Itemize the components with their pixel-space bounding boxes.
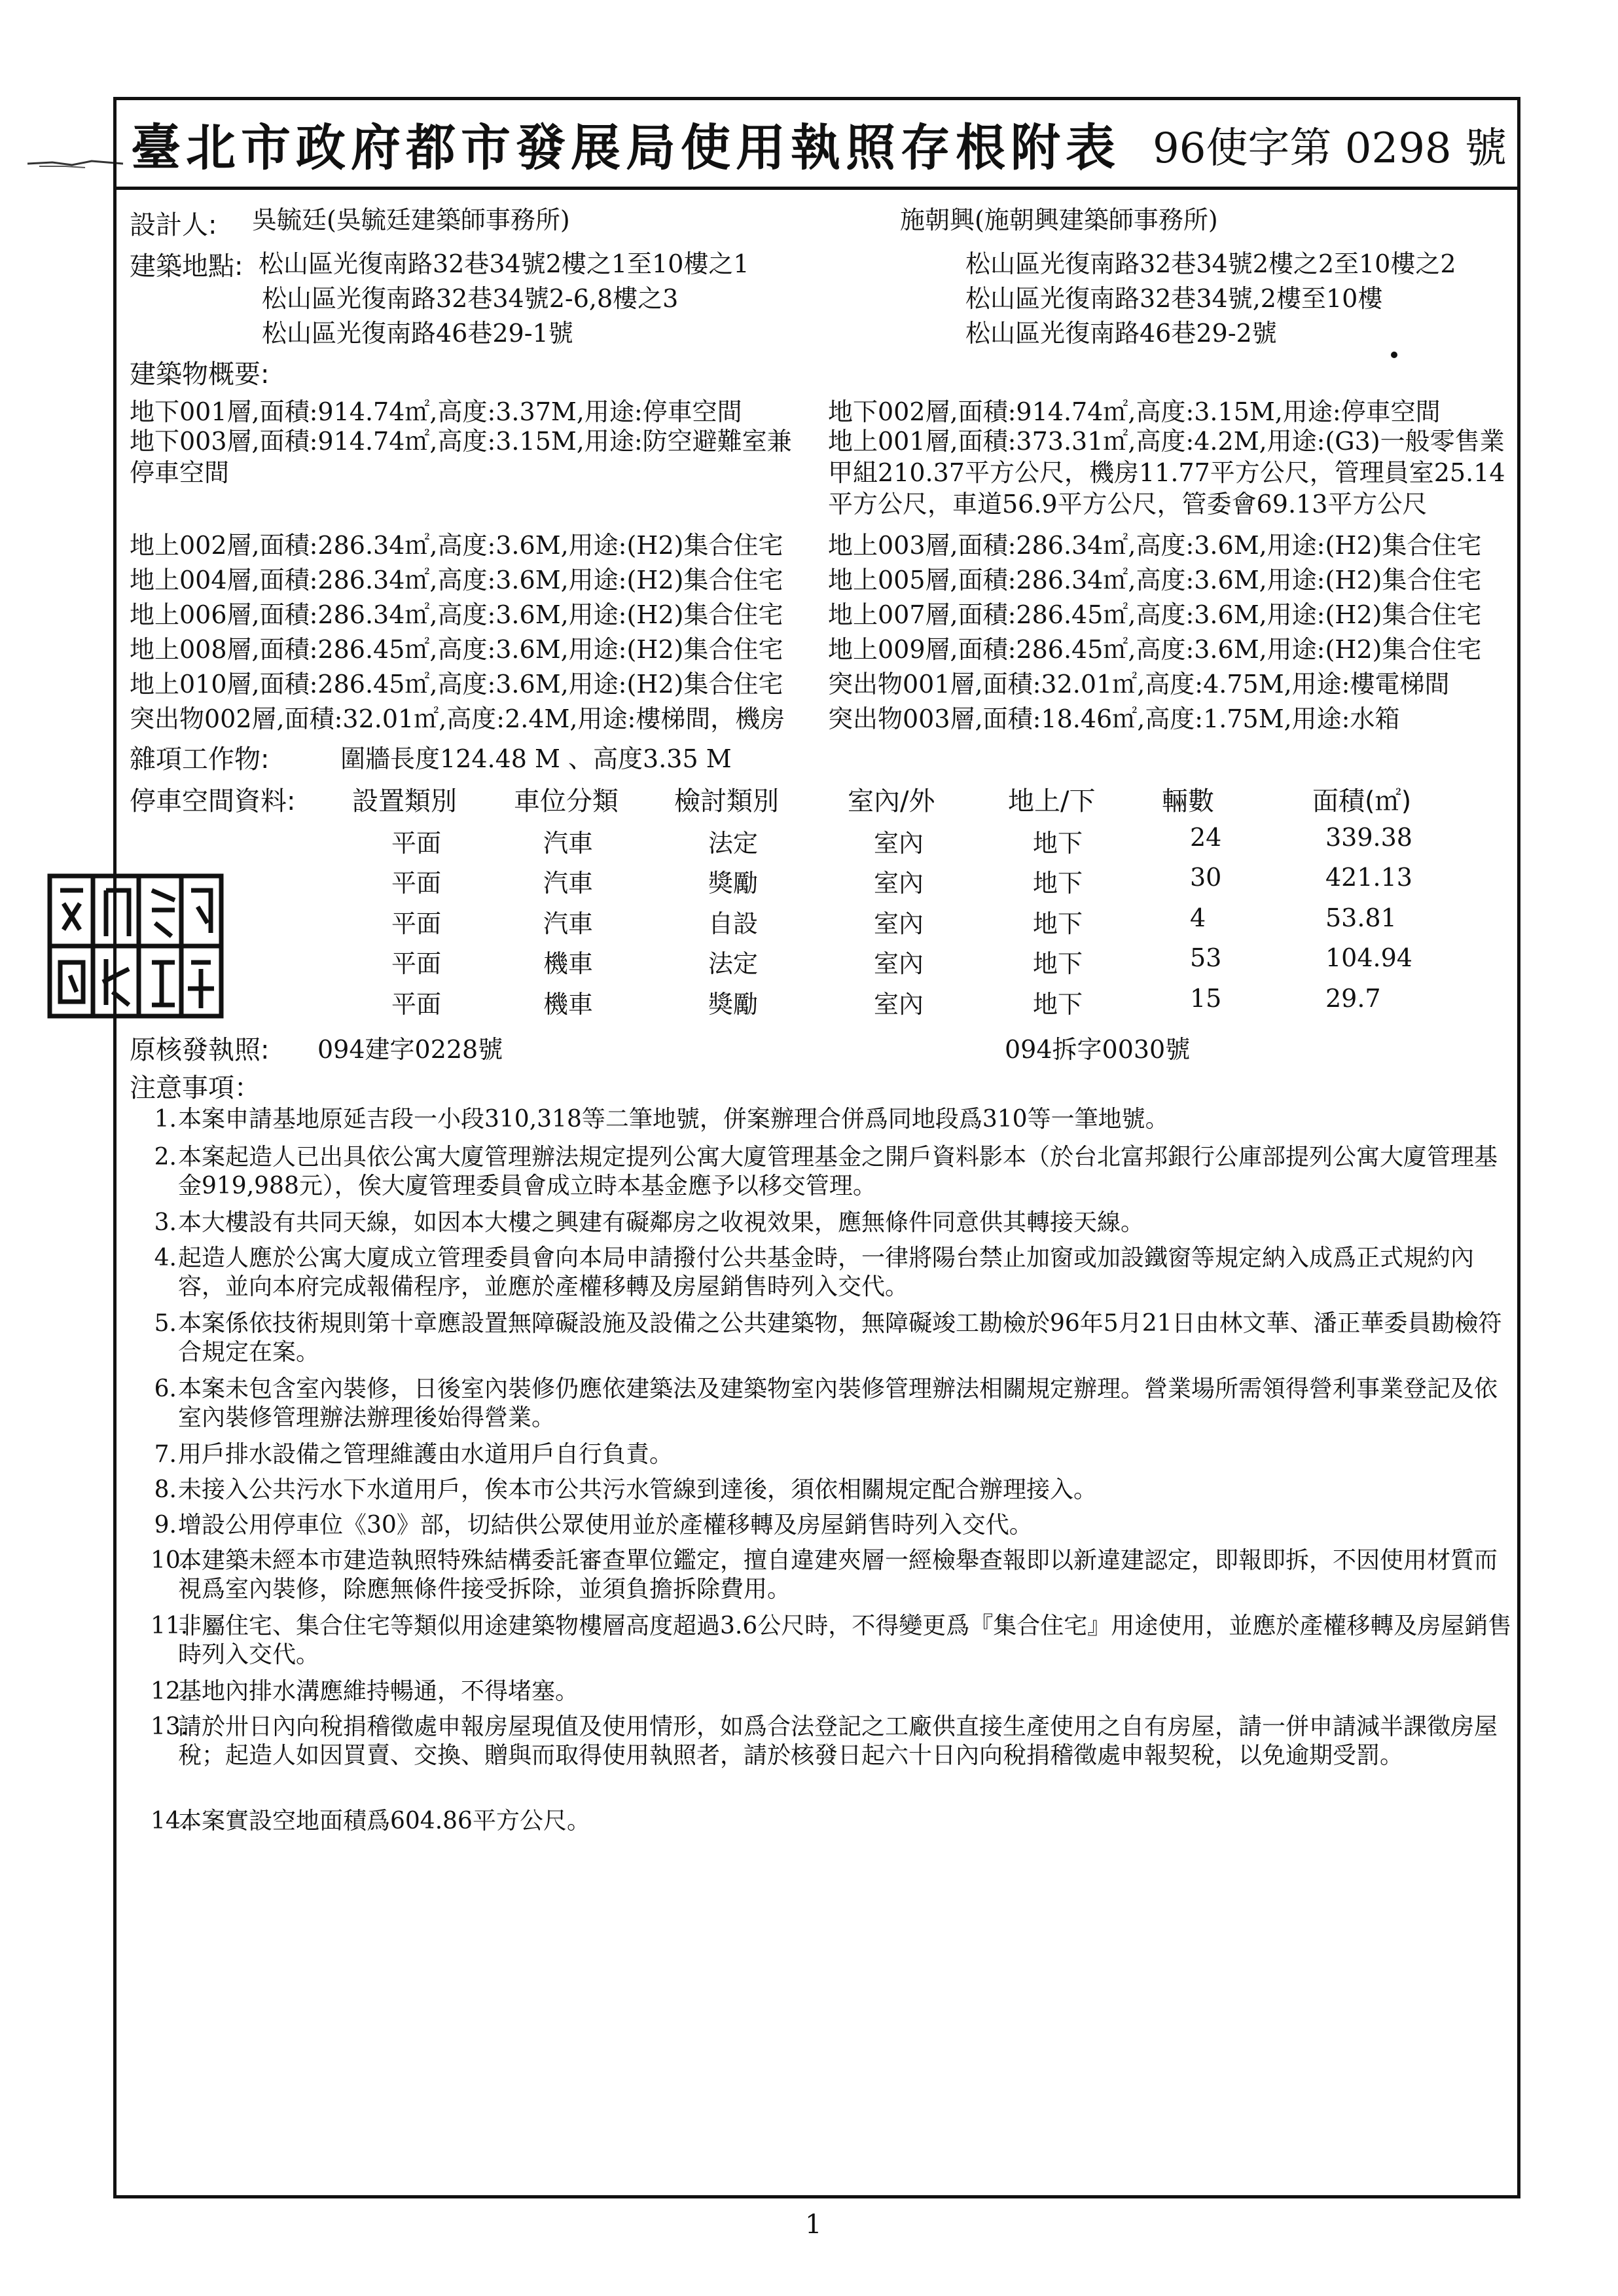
designer-right: 施朝興(施朝興建築師事務所) bbox=[900, 206, 1218, 234]
notes-label: 注意事項： bbox=[130, 1073, 261, 1103]
title-divider bbox=[113, 187, 1520, 190]
parking-cell: 339.38 bbox=[1325, 823, 1412, 852]
building-right-2: 地上001層,面積:373.31㎡,高度:4.2M,用途:(G3)一般零售業甲組210.37平方公尺，機房11.77平方公尺，管理員室25.14平方公尺，車道56.9平方公尺，管委會69.13平方公尺 bbox=[828, 427, 1505, 519]
designer-left: 吳毓廷(吳毓廷建築師事務所) bbox=[252, 206, 570, 234]
parking-cell: 421.13 bbox=[1325, 863, 1412, 892]
note-item bbox=[151, 1713, 1519, 1770]
site-right-1: 松山區光復南路32巷34號2樓之2至10樓之2 bbox=[965, 249, 1456, 278]
parking-cell: 獎勵 bbox=[708, 869, 759, 898]
note-item bbox=[151, 1244, 1519, 1302]
note-text: 未接入公共污水下水道用戶，俟本市公共污水管線到達後，須依相關規定配合辦理接入。 bbox=[178, 1476, 1098, 1503]
note-text: 請於卅日內向稅捐稽徵處申報房屋現值及使用情形，如爲合法登記之工廠供直接生產使用之自有房屋，請一併申請減半課徵房屋稅；起造人如因買賣、交換、贈與而取得使用執照者，請於核發日起六十日內向稅捐稽徵處申報契稅，以免逾期受罰。 bbox=[178, 1713, 1498, 1769]
parking-cell: 機車 bbox=[543, 990, 594, 1019]
building-left-1: 地下001層,面積:914.74㎡,高度:3.37M,用途:停車空間 bbox=[130, 397, 742, 426]
note-item bbox=[151, 1546, 1519, 1604]
parking-cell: 室內 bbox=[874, 829, 924, 858]
parking-cell: 平面 bbox=[391, 829, 442, 858]
original-permit-left: 094建字0228號 bbox=[317, 1035, 503, 1064]
note-text: 本建築未經本市建造執照特殊結構委託審查單位鑑定，擅自違建夾層一經檢舉查報即以新違建認定，即報即拆，不因使用材質而視爲室內裝修，除應無條件接受拆除，並須負擔拆除費用。 bbox=[178, 1547, 1498, 1603]
parking-header-area: 面積(㎡) bbox=[1312, 786, 1412, 816]
parking-cell: 平面 bbox=[391, 990, 442, 1019]
note-item bbox=[151, 1511, 1519, 1540]
building-left-6: 地上008層,面積:286.45㎡,高度:3.6M,用途:(H2)集合住宅 bbox=[130, 635, 783, 664]
note-number: 6. bbox=[154, 1376, 177, 1402]
note-number: 3. bbox=[154, 1209, 177, 1236]
note-item bbox=[151, 1612, 1519, 1669]
original-permit-label: 原核發執照: bbox=[130, 1035, 270, 1065]
note-text: 增設公用停車位《30》部，切結供公眾使用並於產權移轉及房屋銷售時列入交代。 bbox=[178, 1512, 1033, 1539]
note-item bbox=[151, 1807, 1519, 1836]
note-number: 11. bbox=[151, 1613, 189, 1639]
note-number: 13. bbox=[151, 1713, 189, 1740]
note-item bbox=[151, 1209, 1519, 1237]
parking-header-review: 檢討類別 bbox=[674, 786, 779, 816]
note-number: 12. bbox=[151, 1678, 189, 1705]
building-left-3: 地上002層,面積:286.34㎡,高度:3.6M,用途:(H2)集合住宅 bbox=[130, 531, 783, 560]
designer-label: 設計人: bbox=[130, 210, 217, 240]
note-item bbox=[151, 1375, 1519, 1432]
note-text: 本案未包含室內裝修，日後室內裝修仍應依建築法及建築物室內裝修管理辦法相關規定辦理。營業場所需領得營利事業登記及依室內裝修管理辦法辦理後始得營業。 bbox=[178, 1376, 1498, 1431]
note-item bbox=[151, 1677, 1519, 1706]
note-number: 4. bbox=[154, 1245, 177, 1271]
site-right-3: 松山區光復南路46巷29-2號 bbox=[965, 319, 1277, 348]
parking-header-level: 地上/下 bbox=[1008, 786, 1096, 816]
parking-header-setup: 設置類別 bbox=[352, 786, 457, 816]
note-text: 本案實設空地面積爲604.86平方公尺。 bbox=[178, 1808, 590, 1834]
scan-mark bbox=[26, 157, 124, 170]
dot-mark bbox=[1391, 352, 1397, 358]
site-label: 建築地點: bbox=[130, 251, 243, 282]
parking-cell: 24 bbox=[1190, 823, 1222, 852]
parking-cell: 29.7 bbox=[1325, 984, 1381, 1013]
note-text: 本案係依技術規則第十章應設置無障礙設施及設備之公共建築物，無障礙竣工勘檢於96年5月21日由林文華、潘正華委員勘檢符合規定在案。 bbox=[178, 1310, 1502, 1366]
note-item bbox=[151, 1309, 1519, 1367]
parking-cell: 汽車 bbox=[543, 869, 594, 898]
note-text: 非屬住宅、集合住宅等類似用途建築物樓層高度超過3.6公尺時，不得變更爲『集合住宅』用途使用，並應於產權移轉及房屋銷售時列入交代。 bbox=[178, 1613, 1512, 1668]
note-text: 起造人應於公寓大廈成立管理委員會向本局申請撥付公共基金時，一律將陽台禁止加窗或加設鐵窗等規定納入成爲正式規約內容，並向本府完成報備程序，並應於產權移轉及房屋銷售時列入交代。 bbox=[178, 1245, 1475, 1300]
parking-label: 停車空間資料: bbox=[130, 786, 296, 816]
site-right-2: 松山區光復南路32巷34號,2樓至10樓 bbox=[965, 284, 1383, 313]
parking-cell: 地下 bbox=[1033, 829, 1083, 858]
parking-cell: 室內 bbox=[874, 990, 924, 1019]
building-right-7: 突出物001層,面積:32.01㎡,高度:4.75M,用途:樓電梯間 bbox=[828, 670, 1450, 699]
site-left-2: 松山區光復南路32巷34號2-6,8樓之3 bbox=[262, 284, 679, 313]
note-item bbox=[151, 1105, 1519, 1134]
parking-cell: 53 bbox=[1190, 943, 1222, 972]
parking-cell: 室內 bbox=[874, 909, 924, 938]
parking-cell: 30 bbox=[1190, 863, 1222, 892]
parking-header-vehicle: 車位分類 bbox=[514, 786, 619, 816]
parking-cell: 汽車 bbox=[543, 829, 594, 858]
note-text: 本案申請基地原延吉段一小段310,318等二筆地號，併案辦理合併爲同地段爲310等一筆地號。 bbox=[178, 1106, 1169, 1133]
parking-cell: 法定 bbox=[708, 829, 759, 858]
building-left-4: 地上004層,面積:286.34㎡,高度:3.6M,用途:(H2)集合住宅 bbox=[130, 566, 783, 594]
parking-cell: 平面 bbox=[391, 869, 442, 898]
parking-cell: 法定 bbox=[708, 949, 759, 978]
note-number: 1. bbox=[154, 1106, 177, 1133]
parking-cell: 4 bbox=[1190, 903, 1206, 932]
parking-cell: 汽車 bbox=[543, 909, 594, 938]
parking-cell: 53.81 bbox=[1325, 903, 1397, 932]
note-number: 10. bbox=[151, 1547, 189, 1574]
note-item bbox=[151, 1476, 1519, 1504]
parking-cell: 地下 bbox=[1033, 909, 1083, 938]
building-left-7: 地上010層,面積:286.45㎡,高度:3.6M,用途:(H2)集合住宅 bbox=[130, 670, 783, 699]
building-left-8: 突出物002層,面積:32.01㎡,高度:2.4M,用途:樓梯間，機房 bbox=[130, 704, 785, 733]
parking-cell: 室內 bbox=[874, 869, 924, 898]
note-text: 本案起造人已出具依公寓大廈管理辦法規定提列公寓大廈管理基金之開戶資料影本（於台北富邦銀行公庫部提列公寓大廈管理基金919,988元），俟大廈管理委員會成立時本基金應予以移交管理。 bbox=[178, 1144, 1498, 1199]
site-left-3: 松山區光復南路46巷29-1號 bbox=[262, 319, 573, 348]
parking-cell: 室內 bbox=[874, 949, 924, 978]
note-number: 8. bbox=[154, 1476, 177, 1503]
note-number: 5. bbox=[154, 1310, 177, 1337]
misc-works-label: 雜項工作物: bbox=[130, 744, 270, 774]
parking-cell: 獎勵 bbox=[708, 990, 759, 1019]
note-number: 2. bbox=[154, 1144, 177, 1171]
building-left-5: 地上006層,面積:286.34㎡,高度:3.6M,用途:(H2)集合住宅 bbox=[130, 600, 783, 629]
building-right-5: 地上007層,面積:286.45㎡,高度:3.6M,用途:(H2)集合住宅 bbox=[828, 600, 1482, 629]
parking-cell: 地下 bbox=[1033, 949, 1083, 978]
note-item bbox=[151, 1143, 1519, 1201]
permit-number: 96使字第 0298 號 bbox=[1153, 124, 1507, 173]
building-right-4: 地上005層,面積:286.34㎡,高度:3.6M,用途:(H2)集合住宅 bbox=[828, 566, 1482, 594]
parking-cell: 地下 bbox=[1033, 869, 1083, 898]
parking-cell: 15 bbox=[1190, 984, 1222, 1013]
parking-cell: 機車 bbox=[543, 949, 594, 978]
document-title: 臺北市政府都市發展局使用執照存根附表 bbox=[131, 118, 1121, 177]
seal-stamp bbox=[47, 871, 224, 1021]
misc-works-value: 圍牆長度124.48 M 、高度3.35 M bbox=[340, 744, 732, 773]
note-number: 9. bbox=[154, 1512, 177, 1539]
parking-cell: 自設 bbox=[708, 909, 759, 938]
note-text: 本大樓設有共同天線，如因本大樓之興建有礙鄰房之收視效果，應無條件同意供其轉接天線。 bbox=[178, 1209, 1145, 1236]
building-right-8: 突出物003層,面積:18.46㎡,高度:1.75M,用途:水箱 bbox=[828, 704, 1400, 733]
building-left-2: 地下003層,面積:914.74㎡,高度:3.15M,用途:防空避難室兼停車空間 bbox=[130, 427, 792, 487]
building-right-1: 地下002層,面積:914.74㎡,高度:3.15M,用途:停車空間 bbox=[828, 397, 1441, 426]
parking-cell: 104.94 bbox=[1325, 943, 1412, 972]
parking-cell: 平面 bbox=[391, 909, 442, 938]
original-permit-right: 094拆字0030號 bbox=[1005, 1035, 1191, 1064]
building-label: 建築物概要: bbox=[130, 359, 270, 390]
parking-header-indoor: 室內/外 bbox=[848, 786, 935, 816]
parking-header-count: 輛數 bbox=[1162, 786, 1214, 816]
page-number: 1 bbox=[805, 2210, 822, 2240]
note-number: 14. bbox=[151, 1808, 189, 1834]
note-text: 基地內排水溝應維持暢通，不得堵塞。 bbox=[178, 1678, 579, 1705]
parking-cell: 平面 bbox=[391, 949, 442, 978]
note-item bbox=[151, 1440, 1519, 1469]
note-number: 7. bbox=[154, 1441, 177, 1468]
site-left-1: 松山區光復南路32巷34號2樓之1至10樓之1 bbox=[259, 249, 749, 278]
building-right-6: 地上009層,面積:286.45㎡,高度:3.6M,用途:(H2)集合住宅 bbox=[828, 635, 1482, 664]
parking-cell: 地下 bbox=[1033, 990, 1083, 1019]
building-right-3: 地上003層,面積:286.34㎡,高度:3.6M,用途:(H2)集合住宅 bbox=[828, 531, 1482, 560]
note-text: 用戶排水設備之管理維護由水道用戶自行負責。 bbox=[178, 1441, 674, 1468]
